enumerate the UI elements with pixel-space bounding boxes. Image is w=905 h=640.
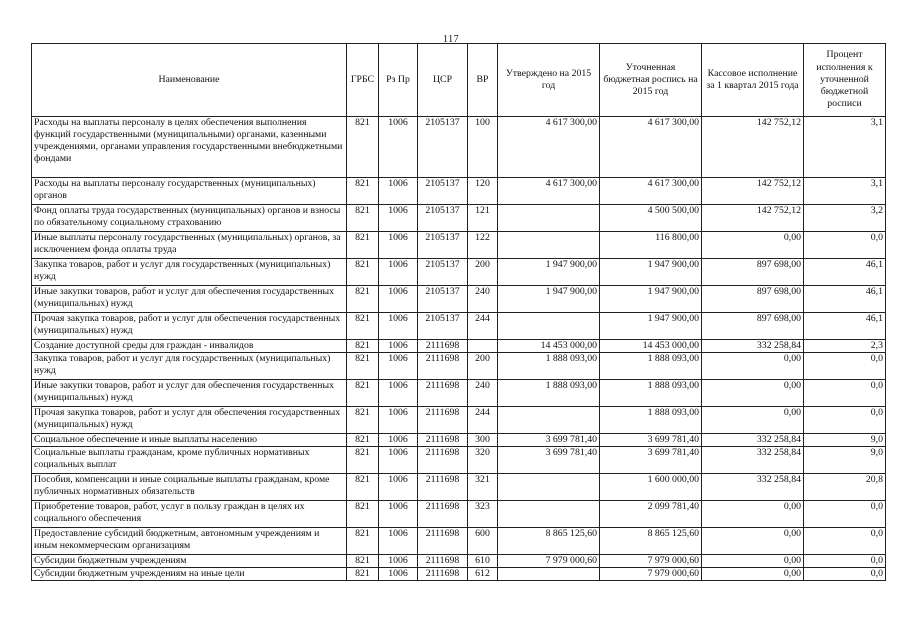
- cell-rzpr: 1006: [379, 554, 418, 567]
- col-header-grbs: ГРБС: [347, 44, 379, 117]
- cell-csr: 2111698: [418, 433, 468, 446]
- cell-name: Фонд оплаты труда государственных (муниципальных) органов и взносы по обязательному социальному страхованию: [32, 205, 347, 232]
- cell-refined: 1 888 093,00: [600, 379, 702, 406]
- cell-rzpr: 1006: [379, 286, 418, 313]
- cell-refined: 7 979 000,60: [600, 567, 702, 580]
- cell-csr: 2105137: [418, 178, 468, 205]
- cell-grbs: 821: [347, 259, 379, 286]
- cell-approved: 1 888 093,00: [498, 379, 600, 406]
- cell-name: Социальные выплаты гражданам, кроме публичных нормативных социальных выплат: [32, 446, 347, 473]
- cell-refined: 3 699 781,40: [600, 433, 702, 446]
- table-row: [32, 205, 886, 232]
- cell-cash: 332 258,84: [702, 433, 804, 446]
- cell-percent: 9,0: [804, 433, 886, 446]
- cell-grbs: 821: [347, 352, 379, 379]
- cell-rzpr: 1006: [379, 379, 418, 406]
- cell-percent: 0,0: [804, 567, 886, 580]
- cell-cash: 0,00: [702, 567, 804, 580]
- cell-csr: 2105137: [418, 313, 468, 340]
- cell-approved: 3 699 781,40: [498, 433, 600, 446]
- cell-vr: 121: [468, 205, 498, 232]
- cell-cash: 897 698,00: [702, 313, 804, 340]
- cell-approved: 4 617 300,00: [498, 178, 600, 205]
- col-header-name: Наименование: [32, 44, 347, 117]
- cell-percent: 0,0: [804, 352, 886, 379]
- cell-rzpr: 1006: [379, 352, 418, 379]
- cell-percent: 46,1: [804, 286, 886, 313]
- cell-csr: 2105137: [418, 232, 468, 259]
- cell-grbs: 821: [347, 379, 379, 406]
- cell-grbs: 821: [347, 567, 379, 580]
- cell-approved: 1 947 900,00: [498, 286, 600, 313]
- cell-vr: [468, 340, 498, 353]
- cell-vr: 600: [468, 527, 498, 554]
- budget-table: [31, 43, 886, 581]
- cell-name: Приобретение товаров, работ, услуг в пользу граждан в целях их социального обеспечения: [32, 500, 347, 527]
- cell-rzpr: 1006: [379, 259, 418, 286]
- table-row: [32, 500, 886, 527]
- cell-cash: 332 258,84: [702, 340, 804, 353]
- cell-grbs: 821: [347, 117, 379, 178]
- cell-refined: 1 947 900,00: [600, 313, 702, 340]
- cell-percent: 3,1: [804, 117, 886, 178]
- cell-percent: 9,0: [804, 446, 886, 473]
- cell-vr: 300: [468, 433, 498, 446]
- cell-csr: 2111698: [418, 554, 468, 567]
- cell-percent: 46,1: [804, 313, 886, 340]
- cell-refined: 116 800,00: [600, 232, 702, 259]
- cell-vr: 100: [468, 117, 498, 178]
- cell-percent: 0,0: [804, 379, 886, 406]
- cell-vr: 244: [468, 406, 498, 433]
- cell-cash: 0,00: [702, 554, 804, 567]
- cell-rzpr: 1006: [379, 527, 418, 554]
- table-row: [32, 527, 886, 554]
- cell-cash: 142 752,12: [702, 117, 804, 178]
- cell-percent: 0,0: [804, 500, 886, 527]
- cell-cash: 0,00: [702, 379, 804, 406]
- table-row: [32, 406, 886, 433]
- col-header-vr: ВР: [468, 44, 498, 117]
- cell-refined: 1 888 093,00: [600, 406, 702, 433]
- cell-name: Создание доступной среды для граждан - инвалидов: [32, 340, 347, 353]
- cell-name: Прочая закупка товаров, работ и услуг для обеспечения государственных (муниципальных) нужд: [32, 406, 347, 433]
- cell-rzpr: 1006: [379, 433, 418, 446]
- cell-name: Иные закупки товаров, работ и услуг для обеспечения государственных (муниципальных) нужд: [32, 286, 347, 313]
- cell-grbs: 821: [347, 178, 379, 205]
- cell-cash: 0,00: [702, 406, 804, 433]
- table-row: [32, 117, 886, 178]
- cell-rzpr: 1006: [379, 446, 418, 473]
- cell-name: Социальное обеспечение и иные выплаты населению: [32, 433, 347, 446]
- cell-approved: [498, 473, 600, 500]
- table-row: [32, 340, 886, 353]
- table-row: [32, 379, 886, 406]
- cell-vr: 120: [468, 178, 498, 205]
- cell-name: Иные закупки товаров, работ и услуг для обеспечения государственных (муниципальных) нужд: [32, 379, 347, 406]
- cell-percent: 46,1: [804, 259, 886, 286]
- cell-grbs: 821: [347, 205, 379, 232]
- cell-csr: 2105137: [418, 286, 468, 313]
- cell-cash: 0,00: [702, 232, 804, 259]
- table-row: [32, 232, 886, 259]
- cell-grbs: 821: [347, 500, 379, 527]
- cell-vr: 200: [468, 259, 498, 286]
- cell-cash: 142 752,12: [702, 178, 804, 205]
- cell-csr: 2111698: [418, 340, 468, 353]
- cell-approved: 8 865 125,60: [498, 527, 600, 554]
- cell-approved: 4 617 300,00: [498, 117, 600, 178]
- cell-vr: 244: [468, 313, 498, 340]
- cell-grbs: 821: [347, 286, 379, 313]
- cell-percent: 0,0: [804, 406, 886, 433]
- table-row: [32, 433, 886, 446]
- cell-vr: 323: [468, 500, 498, 527]
- table-row: [32, 259, 886, 286]
- cell-cash: 0,00: [702, 352, 804, 379]
- cell-csr: 2111698: [418, 352, 468, 379]
- table-body: [32, 117, 886, 581]
- table-row: [32, 352, 886, 379]
- cell-csr: 2111698: [418, 500, 468, 527]
- cell-approved: [498, 313, 600, 340]
- cell-refined: 4 617 300,00: [600, 178, 702, 205]
- cell-cash: 897 698,00: [702, 286, 804, 313]
- cell-name: Прочая закупка товаров, работ и услуг для обеспечения государственных (муниципальных) нужд: [32, 313, 347, 340]
- cell-rzpr: 1006: [379, 500, 418, 527]
- cell-rzpr: 1006: [379, 313, 418, 340]
- cell-approved: 14 453 000,00: [498, 340, 600, 353]
- cell-approved: 3 699 781,40: [498, 446, 600, 473]
- cell-percent: 0,0: [804, 554, 886, 567]
- cell-grbs: 821: [347, 473, 379, 500]
- cell-refined: 1 888 093,00: [600, 352, 702, 379]
- cell-refined: 7 979 000,60: [600, 554, 702, 567]
- cell-csr: 2105137: [418, 117, 468, 178]
- cell-rzpr: 1006: [379, 178, 418, 205]
- cell-grbs: 821: [347, 527, 379, 554]
- cell-vr: 320: [468, 446, 498, 473]
- cell-rzpr: 1006: [379, 340, 418, 353]
- cell-name: Субсидии бюджетным учреждениям на иные цели: [32, 567, 347, 580]
- cell-name: Расходы на выплаты персоналу в целях обеспечения выполнения функций государственными (муниципальными) органами, казенными учреждениями, органами управления государственными внебюджетными фондами: [32, 117, 347, 178]
- cell-percent: 0,0: [804, 232, 886, 259]
- cell-percent: 2,3: [804, 340, 886, 353]
- cell-refined: 1 947 900,00: [600, 259, 702, 286]
- cell-grbs: 821: [347, 313, 379, 340]
- cell-name: Субсидии бюджетным учреждениям: [32, 554, 347, 567]
- cell-csr: 2111698: [418, 379, 468, 406]
- cell-refined: 14 453 000,00: [600, 340, 702, 353]
- cell-grbs: 821: [347, 406, 379, 433]
- cell-csr: 2111698: [418, 473, 468, 500]
- cell-csr: 2111698: [418, 446, 468, 473]
- cell-refined: 1 947 900,00: [600, 286, 702, 313]
- cell-vr: 321: [468, 473, 498, 500]
- cell-refined: 1 600 000,00: [600, 473, 702, 500]
- cell-approved: 1 947 900,00: [498, 259, 600, 286]
- cell-percent: 0,0: [804, 527, 886, 554]
- cell-vr: 612: [468, 567, 498, 580]
- cell-rzpr: 1006: [379, 117, 418, 178]
- col-header-approved: Утверждено на 2015 год: [498, 44, 600, 117]
- cell-cash: 332 258,84: [702, 446, 804, 473]
- cell-cash: 142 752,12: [702, 205, 804, 232]
- page-number: 117: [443, 34, 460, 45]
- cell-name: Пособия, компенсации и иные социальные выплаты гражданам, кроме публичных нормативных обязательств: [32, 473, 347, 500]
- table-row: [32, 554, 886, 567]
- cell-vr: 240: [468, 286, 498, 313]
- col-header-cash: Кассовое исполнение за 1 квартал 2015 года: [702, 44, 804, 117]
- cell-approved: [498, 232, 600, 259]
- cell-rzpr: 1006: [379, 205, 418, 232]
- table-row: [32, 313, 886, 340]
- cell-rzpr: 1006: [379, 567, 418, 580]
- cell-rzpr: 1006: [379, 473, 418, 500]
- cell-csr: 2105137: [418, 205, 468, 232]
- cell-csr: 2111698: [418, 567, 468, 580]
- table-row: [32, 567, 886, 580]
- cell-approved: 1 888 093,00: [498, 352, 600, 379]
- cell-percent: 3,1: [804, 178, 886, 205]
- cell-csr: 2111698: [418, 406, 468, 433]
- cell-approved: [498, 500, 600, 527]
- cell-approved: [498, 205, 600, 232]
- cell-name: Расходы на выплаты персоналу государственных (муниципальных) органов: [32, 178, 347, 205]
- table-row: [32, 286, 886, 313]
- cell-cash: 0,00: [702, 527, 804, 554]
- cell-cash: 332 258,84: [702, 473, 804, 500]
- cell-grbs: 821: [347, 433, 379, 446]
- cell-vr: 200: [468, 352, 498, 379]
- cell-name: Закупка товаров, работ и услуг для государственных (муниципальных) нужд: [32, 259, 347, 286]
- table-row: [32, 178, 886, 205]
- col-header-rzpr: Рз Пр: [379, 44, 418, 117]
- header-row: [32, 44, 886, 117]
- col-header-refined: Уточненная бюджетная роспись на 2015 год: [600, 44, 702, 117]
- cell-rzpr: 1006: [379, 232, 418, 259]
- table-row: [32, 473, 886, 500]
- cell-csr: 2111698: [418, 527, 468, 554]
- cell-approved: 7 979 000,60: [498, 554, 600, 567]
- cell-grbs: 821: [347, 446, 379, 473]
- col-header-csr: ЦСР: [418, 44, 468, 117]
- cell-csr: 2105137: [418, 259, 468, 286]
- cell-cash: 897 698,00: [702, 259, 804, 286]
- cell-vr: 240: [468, 379, 498, 406]
- cell-refined: 4 500 500,00: [600, 205, 702, 232]
- cell-grbs: 821: [347, 232, 379, 259]
- cell-approved: [498, 567, 600, 580]
- cell-refined: 2 099 781,40: [600, 500, 702, 527]
- cell-grbs: 821: [347, 554, 379, 567]
- cell-percent: 3,2: [804, 205, 886, 232]
- col-header-percent: Процент исполнения к уточненной бюджетной росписи: [804, 44, 886, 117]
- cell-cash: 0,00: [702, 500, 804, 527]
- cell-refined: 4 617 300,00: [600, 117, 702, 178]
- cell-percent: 20,8: [804, 473, 886, 500]
- cell-name: Закупка товаров, работ и услуг для государственных (муниципальных) нужд: [32, 352, 347, 379]
- cell-name: Иные выплаты персоналу государственных (муниципальных) органов, за исключением фонда оплаты труда: [32, 232, 347, 259]
- cell-vr: 122: [468, 232, 498, 259]
- cell-grbs: 821: [347, 340, 379, 353]
- cell-refined: 3 699 781,40: [600, 446, 702, 473]
- cell-name: Предоставление субсидий бюджетным, автономным учреждениям и иным некоммерческим организациям: [32, 527, 347, 554]
- cell-rzpr: 1006: [379, 406, 418, 433]
- cell-vr: 610: [468, 554, 498, 567]
- cell-refined: 8 865 125,60: [600, 527, 702, 554]
- table-row: [32, 446, 886, 473]
- cell-approved: [498, 406, 600, 433]
